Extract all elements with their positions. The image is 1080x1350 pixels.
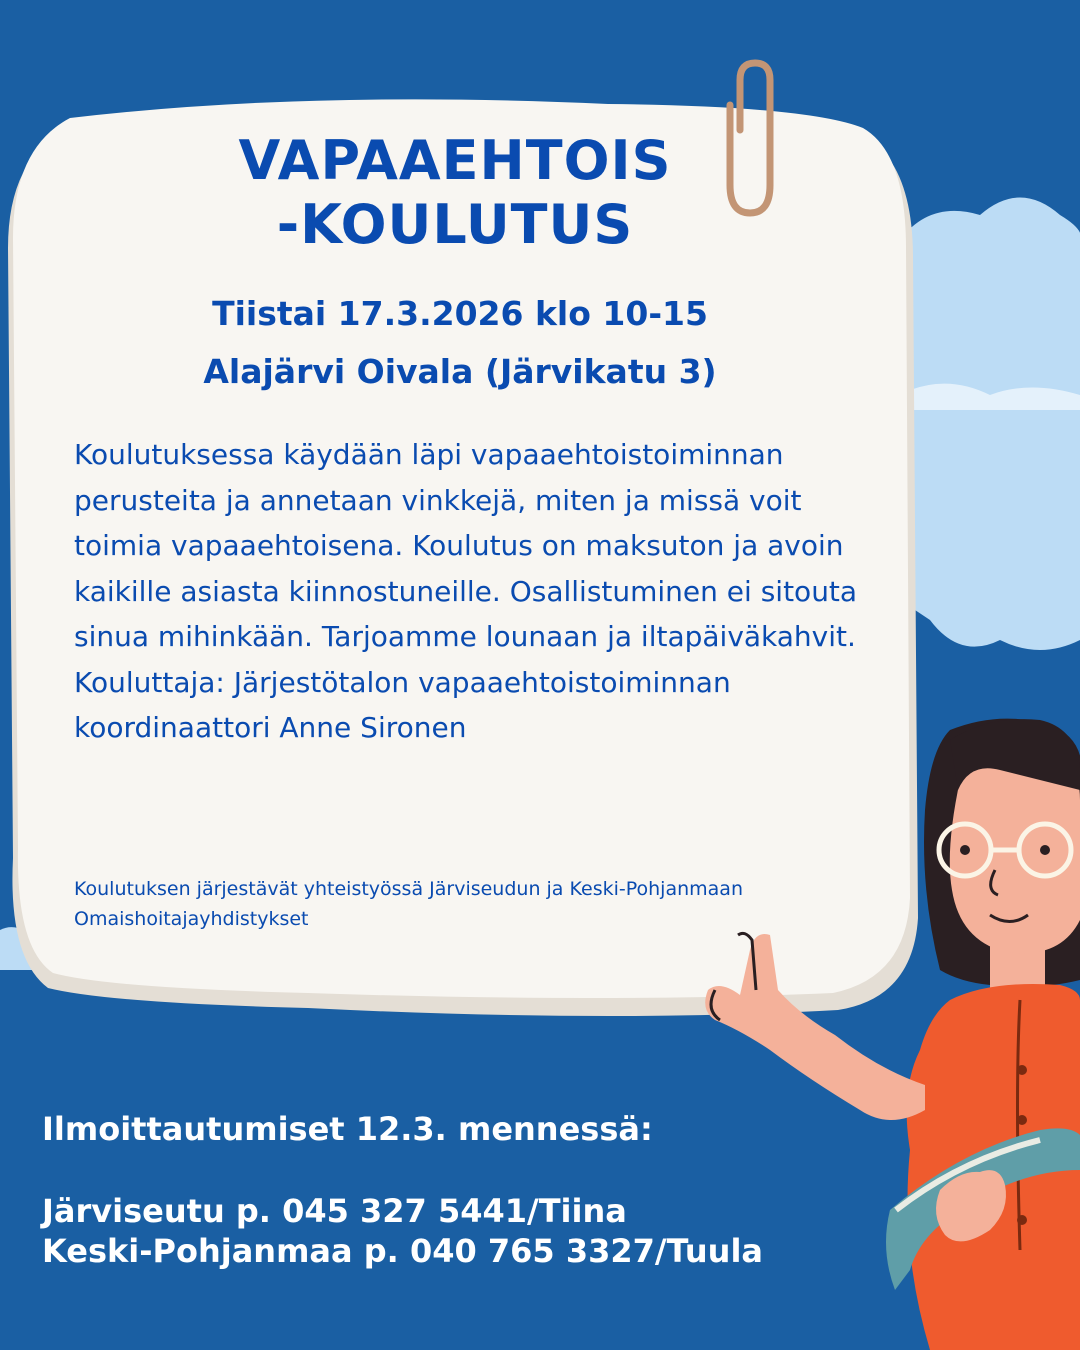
title-line-1: VAPAAEHTOIS (238, 129, 672, 192)
event-location: Alajärvi Oivala (Järvikatu 3) (203, 352, 717, 391)
contact-jarviseutu: Järviseutu p. 045 327 5441/Tiina (42, 1192, 627, 1230)
woman-pointing-illustration (660, 690, 1080, 1350)
description-text: Koulutuksessa käydään läpi vapaaehtoistoiminnan perusteita ja annetaan vinkkejä, miten ja missä voit toimia vapaaehtoisena. Koulutus on maksuton ja avoin kaikille asiasta kiinnostuneille. Osallistuminen ei sitouta sinua mihinkään. Tarjoamme lounaan ja iltapäiväkahvit. (74, 438, 858, 653)
contact-keski-pohjanmaa: Keski-Pohjanmaa p. 040 765 3327/Tuula (42, 1232, 764, 1270)
event-date: Tiistai 17.3.2026 klo 10-15 (212, 294, 708, 333)
registration-heading: Ilmoittautumiset 12.3. mennessä: (42, 1110, 653, 1148)
trainer-text: Kouluttaja: Järjestötalon vapaaehtoistoiminnan koordinaattori Anne Sironen (74, 665, 731, 744)
title-line-2: -KOULUTUS (276, 193, 634, 256)
organizers-text: Koulutuksen järjestävät yhteistyössä Järviseudun ja Keski-Pohjanmaan Omaishoitajayhdistykset (74, 878, 743, 930)
